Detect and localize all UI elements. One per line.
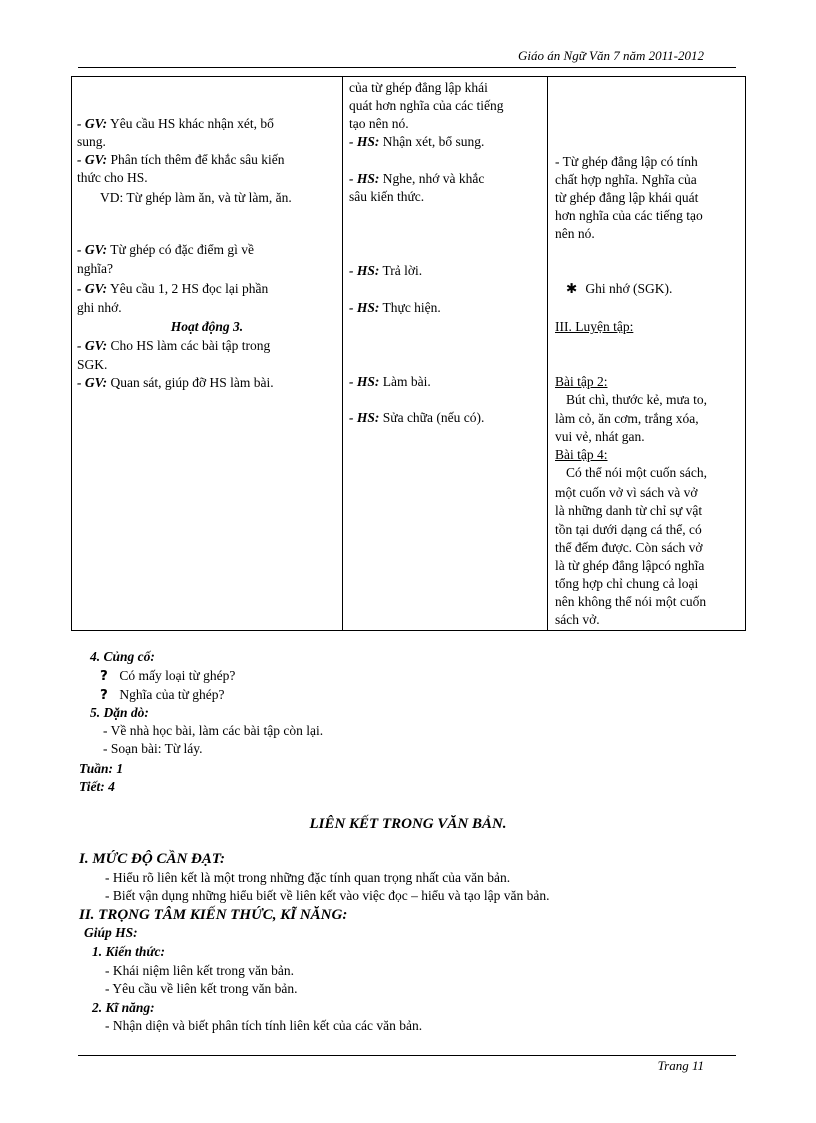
student-line: quát hơn nghĩa của các tiếng — [349, 98, 504, 113]
student-line: - HS: Nhận xét, bổ sung. — [349, 134, 485, 149]
teacher-activity-cell — [72, 77, 343, 631]
question-item: ? Nghĩa của từ ghép? — [100, 687, 225, 703]
consolidate-heading: 4. Củng cố: — [90, 649, 155, 664]
page-number: Trang 11 — [657, 1058, 704, 1073]
content-line: làm cỏ, ăn cơm, trắng xóa, — [555, 411, 699, 426]
student-activity-cell — [343, 77, 548, 631]
content-line: tổng hợp chỉ chung cả loại — [555, 576, 699, 591]
student-line: sâu kiến thức. — [349, 189, 425, 204]
question-item: ? Có mấy loại từ ghép? — [100, 668, 236, 684]
student-line: - HS: Làm bài. — [349, 374, 431, 389]
section-1-heading: I. MỨC ĐỘ CẦN ĐẠT: — [79, 851, 225, 867]
content-line: nên không thể nói một cuốn — [555, 594, 707, 609]
skills-heading: 2. Kĩ năng: — [92, 1000, 155, 1015]
knowledge-item: - Khái niệm liên kết trong văn bản. — [105, 963, 294, 978]
teacher-line: sung. — [77, 134, 106, 149]
lesson-title: LIÊN KẾT TRONG VĂN BẢN. — [309, 816, 507, 832]
exercise-4-title: Bài tập 4: — [555, 447, 608, 462]
question-icon: ? — [100, 687, 108, 703]
content-line: là những danh từ chỉ sự vật — [555, 503, 703, 518]
student-line: của từ ghép đẳng lập khái — [349, 80, 488, 95]
content-line: Bút chì, thước kẻ, mưa to, — [566, 392, 707, 407]
content-line: nên nó. — [555, 226, 595, 241]
content-line: là từ ghép đẳng lậpcó nghĩa — [555, 558, 705, 573]
footer-rule — [78, 1055, 736, 1056]
homework-heading: 5. Dặn dò: — [90, 705, 149, 720]
objective-item: - Biết vận dụng những hiểu biết về liên kết vào việc đọc – hiểu và tạo lập văn bản. — [105, 888, 550, 903]
teacher-line: - GV: Phân tích thêm để khắc sâu kiến — [77, 152, 285, 167]
knowledge-item: - Yêu cầu về liên kết trong văn bản. — [105, 981, 298, 996]
lesson-table — [71, 76, 746, 631]
student-line: - HS: Trả lời. — [349, 263, 423, 278]
question-icon: ? — [100, 668, 108, 684]
teacher-line: thức cho HS. — [77, 170, 148, 185]
activity-heading: Hoạt động 3. — [170, 319, 244, 334]
student-line: tạo nên nó. — [349, 116, 409, 131]
asterisk-icon: ✱ — [566, 281, 578, 297]
content-cell — [548, 77, 746, 631]
teacher-line: - GV: Từ ghép có đặc điểm gì về — [77, 242, 255, 257]
help-label: Giúp HS: — [84, 925, 138, 940]
homework-item: - Soạn bài: Từ láy. — [103, 741, 203, 756]
section-2-heading: II. TRỌNG TÂM KIẾN THỨC, KĨ NĂNG: — [79, 907, 348, 923]
teacher-line: ghi nhớ. — [77, 300, 122, 315]
homework-item: - Về nhà học bài, làm các bài tập còn lại. — [103, 723, 324, 738]
student-line: - HS: Sửa chữa (nếu có). — [349, 410, 485, 425]
teacher-line: - GV: Yêu cầu HS khác nhận xét, bổ — [77, 116, 274, 131]
teacher-line: nghĩa? — [77, 261, 113, 276]
header-rule — [78, 67, 736, 68]
knowledge-heading: 1. Kiến thức: — [92, 944, 165, 959]
content-line: tồn tại dưới dạng cá thể, có — [555, 522, 702, 537]
content-line: từ ghép đẳng lập khái quát — [555, 190, 699, 205]
teacher-line: - GV: Quan sát, giúp đỡ HS làm bài. — [77, 375, 274, 390]
teacher-line: SGK. — [77, 357, 108, 372]
period-label: Tiết: 4 — [79, 779, 115, 794]
practice-heading: III. Luyện tập: — [555, 319, 634, 334]
content-line: sách vở. — [555, 612, 600, 627]
content-line: vui vẻ, nhát gan. — [555, 429, 645, 444]
document-header-title: Giáo án Ngữ Văn 7 năm 2011-2012 — [518, 48, 704, 63]
student-line: - HS: Thực hiện. — [349, 300, 441, 315]
content-line: chất hợp nghĩa. Nghĩa của — [555, 172, 697, 187]
content-line: một cuốn vở vì sách và vở — [555, 485, 698, 500]
exercise-2-title: Bài tập 2: — [555, 374, 608, 389]
skills-item: - Nhận diện và biết phân tích tính liên kết của các văn bản. — [105, 1018, 423, 1033]
content-line: Có thể nói một cuốn sách, — [566, 465, 707, 480]
content-line: thể đếm được. Còn sách vở — [555, 540, 703, 555]
teacher-line: - GV: Yêu cầu 1, 2 HS đọc lại phần — [77, 281, 269, 296]
objective-item: - Hiểu rõ liên kết là một trong những đặc tính quan trọng nhất của văn bản. — [105, 870, 511, 885]
content-line: hơn nghĩa của các tiếng tạo — [555, 208, 703, 223]
content-line: - Từ ghép đẳng lập có tính — [555, 154, 698, 169]
memo-line: ✱ Ghi nhớ (SGK). — [566, 281, 673, 297]
week-label: Tuần: 1 — [79, 761, 124, 776]
teacher-example: VD: Từ ghép làm ăn, và từ làm, ăn. — [100, 190, 292, 205]
teacher-line: - GV: Cho HS làm các bài tập trong — [77, 338, 271, 353]
student-line: - HS: Nghe, nhớ và khắc — [349, 171, 485, 186]
